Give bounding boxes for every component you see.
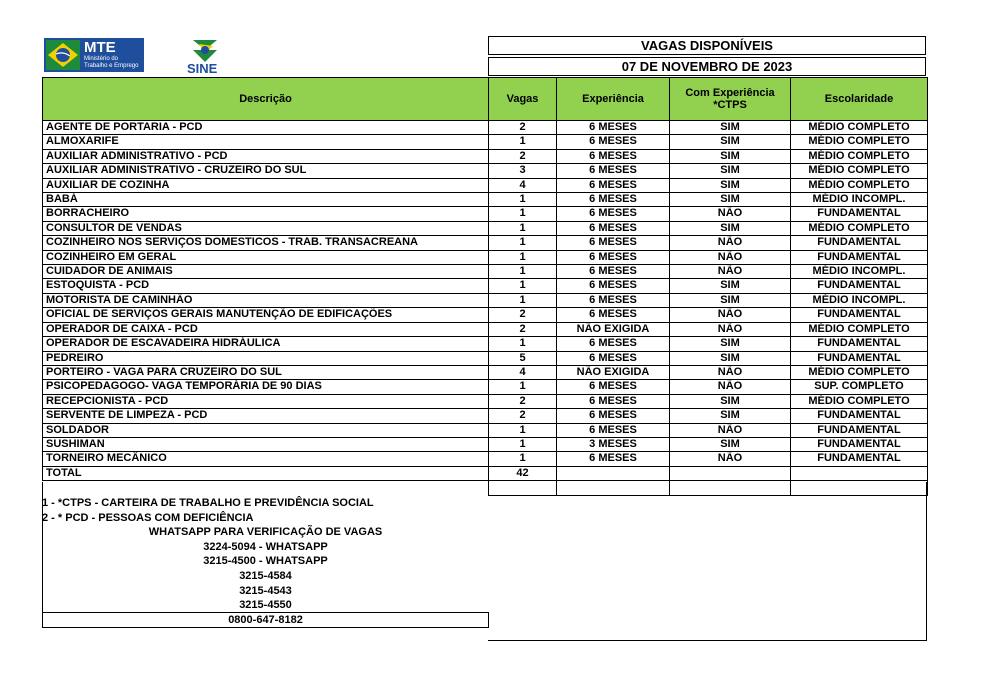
phone-number: 3215-4550 [239,599,292,612]
cell-ctps: SIM [670,337,791,351]
mte-logo-subtext-1: Ministério do [84,56,119,62]
cell-ctps: SIM [670,394,791,408]
cell-experiencia: 6 MESES [557,337,670,351]
cell-ctps: SIM [670,279,791,293]
cell-ctps: NÃO [670,236,791,250]
cell-experiencia: 6 MESES [557,380,670,394]
cell-vagas: 3 [489,164,557,178]
cell-experiencia: 6 MESES [557,135,670,149]
cell-ctps: NÃO [670,365,791,379]
cell-vagas: 1 [489,250,557,264]
table-row [43,164,928,178]
cell-escolaridade: MÉDIO COMPLETO [791,135,928,149]
col-header-vagas: Vagas [489,78,557,121]
cell-experiencia: 3 MESES [557,437,670,451]
cell-experiencia: 6 MESES [557,221,670,235]
cell-descricao: SOLDADOR [43,423,489,437]
total-value: 42 [489,466,557,480]
cell-experiencia: 6 MESES [557,207,670,221]
table-row [43,149,928,163]
table-row [43,193,928,207]
cell-vagas: 1 [489,337,557,351]
table-row [43,409,928,423]
cell-experiencia: 6 MESES [557,409,670,423]
cell-vagas: 1 [489,236,557,250]
cell-ctps: NÃO [670,322,791,336]
table-row [43,322,928,336]
cell-ctps: SIM [670,409,791,423]
cell-descricao: SERVENTE DE LIMPEZA - PCD [43,409,489,423]
cell-descricao: SUSHIMAN [43,437,489,451]
cell-ctps: SIM [670,121,791,135]
table-row [43,265,928,279]
cell-vagas: 1 [489,293,557,307]
cell-experiencia: 6 MESES [557,423,670,437]
cell-ctps: SIM [670,351,791,365]
cell-ctps: SIM [670,437,791,451]
table-row [43,452,928,466]
mte-logo-text: MTE [84,39,116,56]
cell-experiencia: 6 MESES [557,178,670,192]
cell-ctps: NÃO [670,452,791,466]
table-row [43,337,928,351]
mte-logo-subtext-2: Trabalho e Emprego [84,63,139,69]
cell-vagas: 5 [489,351,557,365]
cell-descricao: PORTEIRO - VAGA PARA CRUZEIRO DO SUL [43,365,489,379]
cell-descricao: ALMOXARIFE [43,135,489,149]
cell-vagas: 1 [489,380,557,394]
cell-experiencia: 6 MESES [557,164,670,178]
blank-cell [557,481,670,495]
cell-vagas: 1 [489,423,557,437]
cell-escolaridade: FUNDAMENTAL [791,351,928,365]
cell-experiencia: 6 MESES [557,279,670,293]
table-row [43,221,928,235]
cell-descricao: OPERADOR DE ESCAVADEIRA HIDRÁULICA [43,337,489,351]
mte-logo [44,38,144,72]
cell-vagas: 1 [489,135,557,149]
cell-experiencia: 6 MESES [557,293,670,307]
cell-ctps: SIM [670,293,791,307]
cell-escolaridade: MÉDIO INCOMPL. [791,193,928,207]
cell-experiencia: 6 MESES [557,250,670,264]
table-row [43,293,928,307]
cell-ctps: NÃO [670,250,791,264]
cell-descricao: ESTOQUISTA - PCD [43,279,489,293]
cell-descricao: RECEPCIONISTA - PCD [43,394,489,408]
cell-descricao: AGENTE DE PORTARIA - PCD [43,121,489,135]
cell-escolaridade: MÉDIO COMPLETO [791,322,928,336]
cell-experiencia: 6 MESES [557,394,670,408]
cell-descricao: COZINHEIRO EM GERAL [43,250,489,264]
blank-cell [489,481,557,495]
table-row [43,207,928,221]
cell-escolaridade: MÉDIO COMPLETO [791,365,928,379]
cell-vagas: 2 [489,322,557,336]
cell-descricao: OFICIAL DE SERVIÇOS GERAIS MANUTENÇÃO DE EDIFICAÇÕES [43,308,489,322]
col-header-escolaridade: Escolaridade [791,78,928,121]
total-empty [557,466,670,480]
total-empty [670,466,791,480]
table-row [43,394,928,408]
blank-cell [791,481,928,495]
cell-experiencia: 6 MESES [557,308,670,322]
table-row [43,351,928,365]
sine-logo-text: SINE [187,61,218,76]
cell-vagas: 2 [489,394,557,408]
table-row [43,250,928,264]
total-label: TOTAL [43,466,489,480]
cell-descricao: AUXILIAR ADMINISTRATIVO - PCD [43,149,489,163]
table-border-right [926,482,927,640]
blank-cell [670,481,791,495]
cell-vagas: 2 [489,149,557,163]
cell-escolaridade: FUNDAMENTAL [791,409,928,423]
cell-experiencia: 6 MESES [557,121,670,135]
date-heading: 07 DE NOVEMBRO DE 2023 [488,57,926,76]
total-empty [791,466,928,480]
cell-descricao: PEDREIRO [43,351,489,365]
cell-escolaridade: FUNDAMENTAL [791,423,928,437]
cell-descricao: TORNEIRO MECÂNICO [43,452,489,466]
cell-vagas: 2 [489,121,557,135]
cell-experiencia: NÃO EXIGIDA [557,365,670,379]
cell-escolaridade: MÉDIO COMPLETO [791,121,928,135]
cell-ctps: SIM [670,178,791,192]
table-border-bottom [488,640,927,641]
table-row [43,423,928,437]
cell-experiencia: 6 MESES [557,452,670,466]
cell-escolaridade: FUNDAMENTAL [791,236,928,250]
cell-ctps: NÃO [670,207,791,221]
cell-escolaridade: FUNDAMENTAL [791,250,928,264]
cell-ctps: SIM [670,149,791,163]
col-header-descricao: Descrição [43,78,489,121]
cell-escolaridade: MÉDIO COMPLETO [791,149,928,163]
table-row [43,380,928,394]
cell-vagas: 2 [489,409,557,423]
cell-ctps: SIM [670,135,791,149]
cell-experiencia: NÃO EXIGIDA [557,322,670,336]
notes-block [42,496,489,613]
cell-ctps: SIM [670,193,791,207]
table-row [43,178,928,192]
cell-vagas: 4 [489,365,557,379]
cell-experiencia: 6 MESES [557,351,670,365]
cell-descricao: CONSULTOR DE VENDAS [43,221,489,235]
table-row [43,365,928,379]
cell-ctps: SIM [670,164,791,178]
cell-escolaridade: MÉDIO INCOMPL. [791,265,928,279]
table-row [43,308,928,322]
cell-descricao: BABÁ [43,193,489,207]
cell-descricao: AUXILIAR ADMINISTRATIVO - CRUZEIRO DO SUL [43,164,489,178]
cell-vagas: 4 [489,178,557,192]
cell-escolaridade: SUP. COMPLETO [791,380,928,394]
cell-escolaridade: FUNDAMENTAL [791,207,928,221]
whatsapp-title: WHATSAPP PARA VERIFICAÇÃO DE VAGAS [148,526,383,539]
cell-vagas: 1 [489,207,557,221]
vacancies-table [42,77,928,496]
table-row [43,236,928,250]
cell-descricao: OPERADOR DE CAIXA - PCD [43,322,489,336]
cell-vagas: 2 [489,308,557,322]
cell-escolaridade: MÉDIO COMPLETO [791,394,928,408]
sine-logo [183,38,229,76]
cell-descricao: COZINHEIRO NOS SERVIÇOS DOMESTICOS - TRAB. TRANSACREANA [43,236,489,250]
cell-ctps: NÃO [670,423,791,437]
cell-descricao: MOTORISTA DE CAMINHÃO [43,293,489,307]
table-row [43,279,928,293]
cell-vagas: 1 [489,265,557,279]
cell-escolaridade: FUNDAMENTAL [791,452,928,466]
cell-experiencia: 6 MESES [557,149,670,163]
col-header-experiencia: Experiência [557,78,670,121]
cell-vagas: 1 [489,437,557,451]
cell-escolaridade: FUNDAMENTAL [791,279,928,293]
cell-experiencia: 6 MESES [557,236,670,250]
cell-descricao: PSICOPEDAGOGO- VAGA TEMPORÁRIA DE 90 DIAS [43,380,489,394]
blank-row [43,481,928,495]
table-header-row [43,78,928,121]
cell-experiencia: 6 MESES [557,193,670,207]
note-pcd: 2 - * PCD - PESSOAS COM DEFICIÊNCIA [42,511,254,524]
cell-escolaridade: MÉDIO COMPLETO [791,164,928,178]
cell-experiencia: 6 MESES [557,265,670,279]
tollfree-number: 0800-647-8182 [42,612,489,628]
cell-escolaridade: MÉDIO COMPLETO [791,221,928,235]
cell-descricao: CUIDADOR DE ANIMAIS [43,265,489,279]
phone-number: 3215-4543 [239,584,292,597]
cell-ctps: NÃO [670,265,791,279]
cell-escolaridade: FUNDAMENTAL [791,308,928,322]
cell-escolaridade: MÉDIO INCOMPL. [791,293,928,307]
phone-number: 3215-4584 [239,569,292,582]
cell-vagas: 1 [489,279,557,293]
cell-escolaridade: MÉDIO COMPLETO [791,178,928,192]
page-title: VAGAS DISPONÍVEIS [488,36,926,55]
table-row [43,135,928,149]
table-body [43,121,928,496]
total-row [43,466,928,480]
cell-ctps: NÃO [670,308,791,322]
cell-ctps: NÃO [670,380,791,394]
cell-escolaridade: FUNDAMENTAL [791,437,928,451]
col-header-ctps: Com Experiência *CTPS [670,78,791,121]
phone-number: 3215-4500 - WHATSAPP [203,555,328,568]
phone-number: 3224-5094 - WHATSAPP [203,540,328,553]
cell-escolaridade: FUNDAMENTAL [791,337,928,351]
cell-descricao: BORRACHEIRO [43,207,489,221]
cell-vagas: 1 [489,193,557,207]
cell-vagas: 1 [489,221,557,235]
cell-ctps: SIM [670,221,791,235]
table-row [43,437,928,451]
cell-vagas: 1 [489,452,557,466]
cell-descricao: AUXILIAR DE COZINHA [43,178,489,192]
note-ctps: 1 - *CTPS - CARTEIRA DE TRABALHO E PREVIDÊNCIA SOCIAL [42,497,374,509]
blank-cell [43,481,489,495]
table-row [43,121,928,135]
